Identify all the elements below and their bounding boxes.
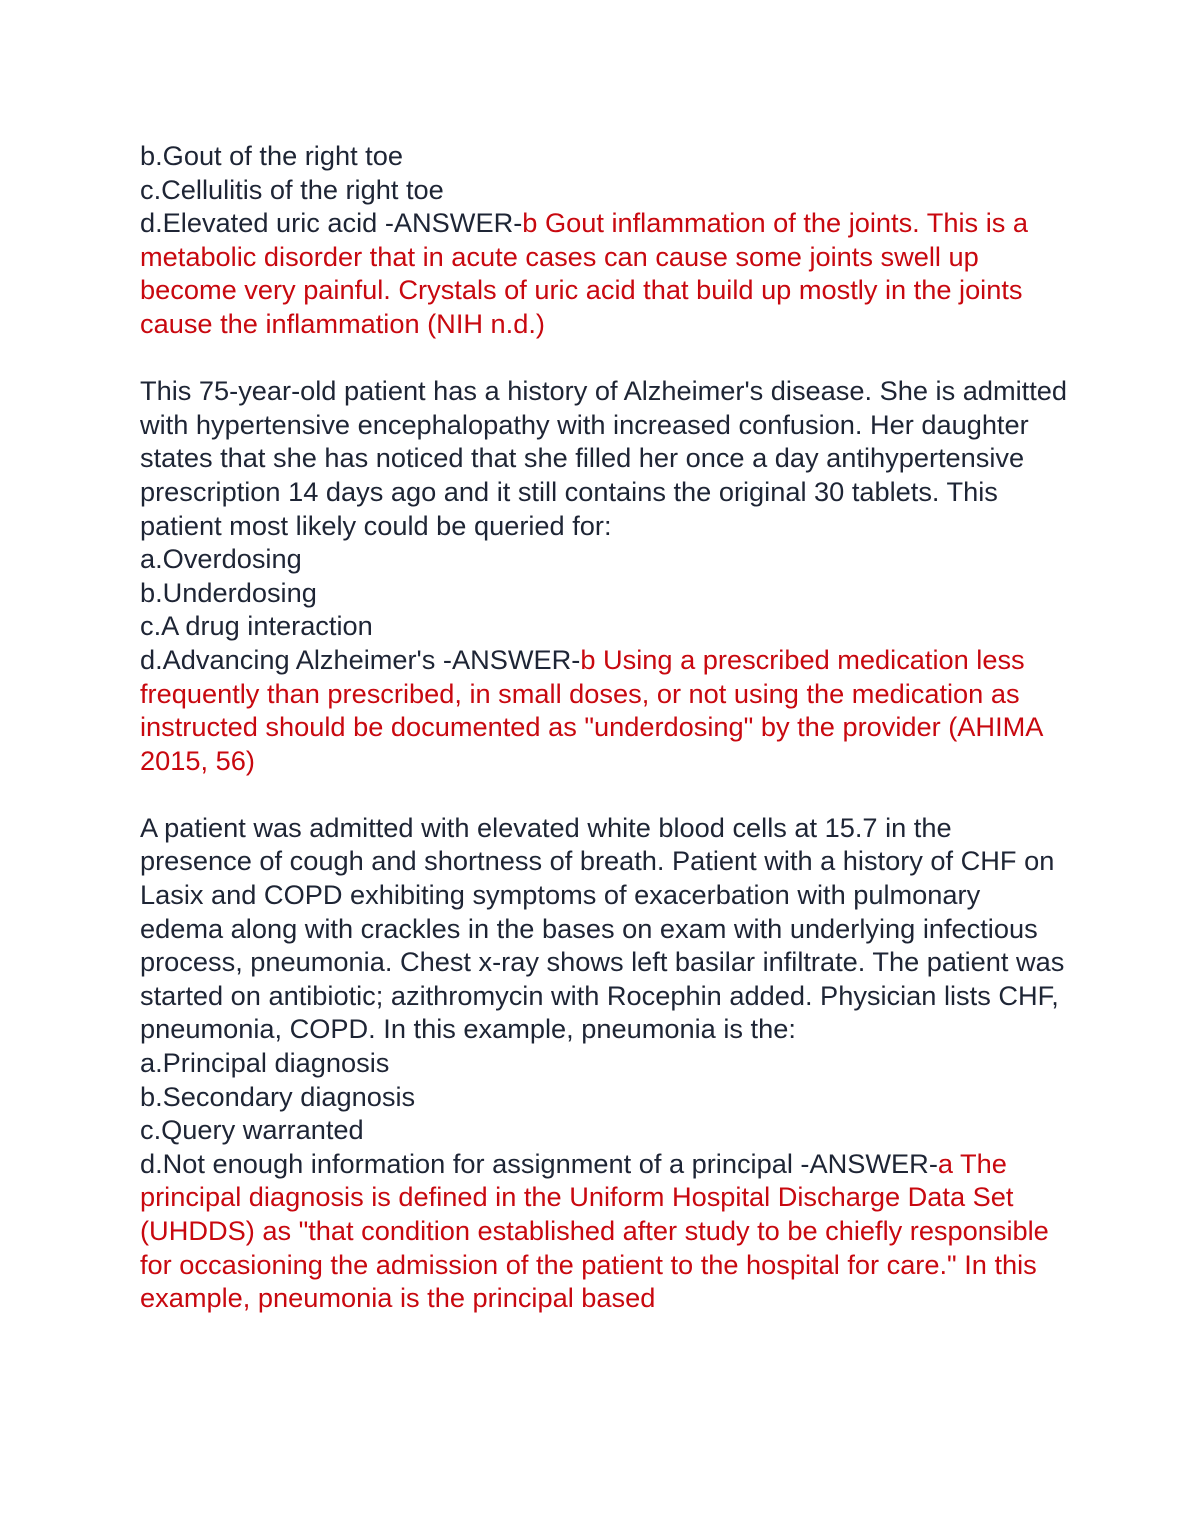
last-option: d.Advancing Alzheimer's — [140, 643, 436, 675]
option-line: a.Overdosing — [140, 543, 302, 575]
option-line: c.Query warranted — [140, 1114, 364, 1146]
last-option: d.Not enough information for assignment of a principal — [140, 1147, 793, 1179]
option-with-answer — [140, 206, 1070, 340]
option-line: c.A drug interaction — [140, 610, 373, 642]
answer-text: a The principal diagnosis is defined in the Uniform Hospital Discharge Data Set (UHDDS) as "that condition established after study to be chiefly responsible for occasioning the admission of the patient to the hospital for care." In this example, pneumonia is the principal based — [140, 1147, 1049, 1314]
question-block-gout — [140, 139, 1070, 341]
document-page — [140, 139, 1070, 1348]
question-block-underdosing — [140, 374, 1070, 777]
question-stem: This 75-year-old patient has a history of Alzheimer's disease. She is admitted with hypertensive encephalopathy with increased confusion. Her daughter states that she has noticed that she filled her once a day antihypertensive prescription 14 days ago and it still contains the original 30 tablets. This patient most likely could be queried for: — [140, 375, 1068, 541]
answer-marker: -ANSWER- — [435, 643, 581, 675]
answer-text: b Gout inflammation of the joints. This is a metabolic disorder that in acute cases can cause some joints swell up become very painful. Crystals of uric acid that build up mostly in the joints cause the inflammation (NIH n.d.) — [140, 207, 1029, 339]
option-with-answer — [140, 1147, 1070, 1315]
option-line: a.Principal diagnosis — [140, 1047, 390, 1079]
option-line: b.Gout of the right toe — [140, 140, 403, 171]
option-with-answer — [140, 643, 1070, 777]
option-line: b.Underdosing — [140, 576, 317, 608]
answer-marker: -ANSWER- — [792, 1147, 938, 1179]
question-stem: A patient was admitted with elevated white blood cells at 15.7 in the presence of cough and shortness of breath. Patient with a history of CHF on Lasix and COPD exhibiting symptoms of exacerbation with pulmonary edema along with crackles in the bases on exam with underlying infectious process, pneumonia. Chest x-ray shows left basilar infiltrate. The patient was started on antibiotic; azithromycin with Rocephin added. Physician lists CHF, pneumonia, COPD. In this example, pneumonia is the: — [140, 811, 1065, 1045]
last-option: d.Elevated uric acid — [140, 207, 378, 239]
question-block-pneumonia — [140, 811, 1070, 1315]
option-line: c.Cellulitis of the right toe — [140, 173, 444, 205]
answer-marker: -ANSWER- — [377, 207, 523, 239]
option-line: b.Secondary diagnosis — [140, 1080, 416, 1112]
answer-text: b Using a prescribed medication less frequently than prescribed, in small doses, or not using the medication as instructed should be documented as "underdosing" by the provider (AHIMA 2015, 56) — [140, 643, 1042, 776]
